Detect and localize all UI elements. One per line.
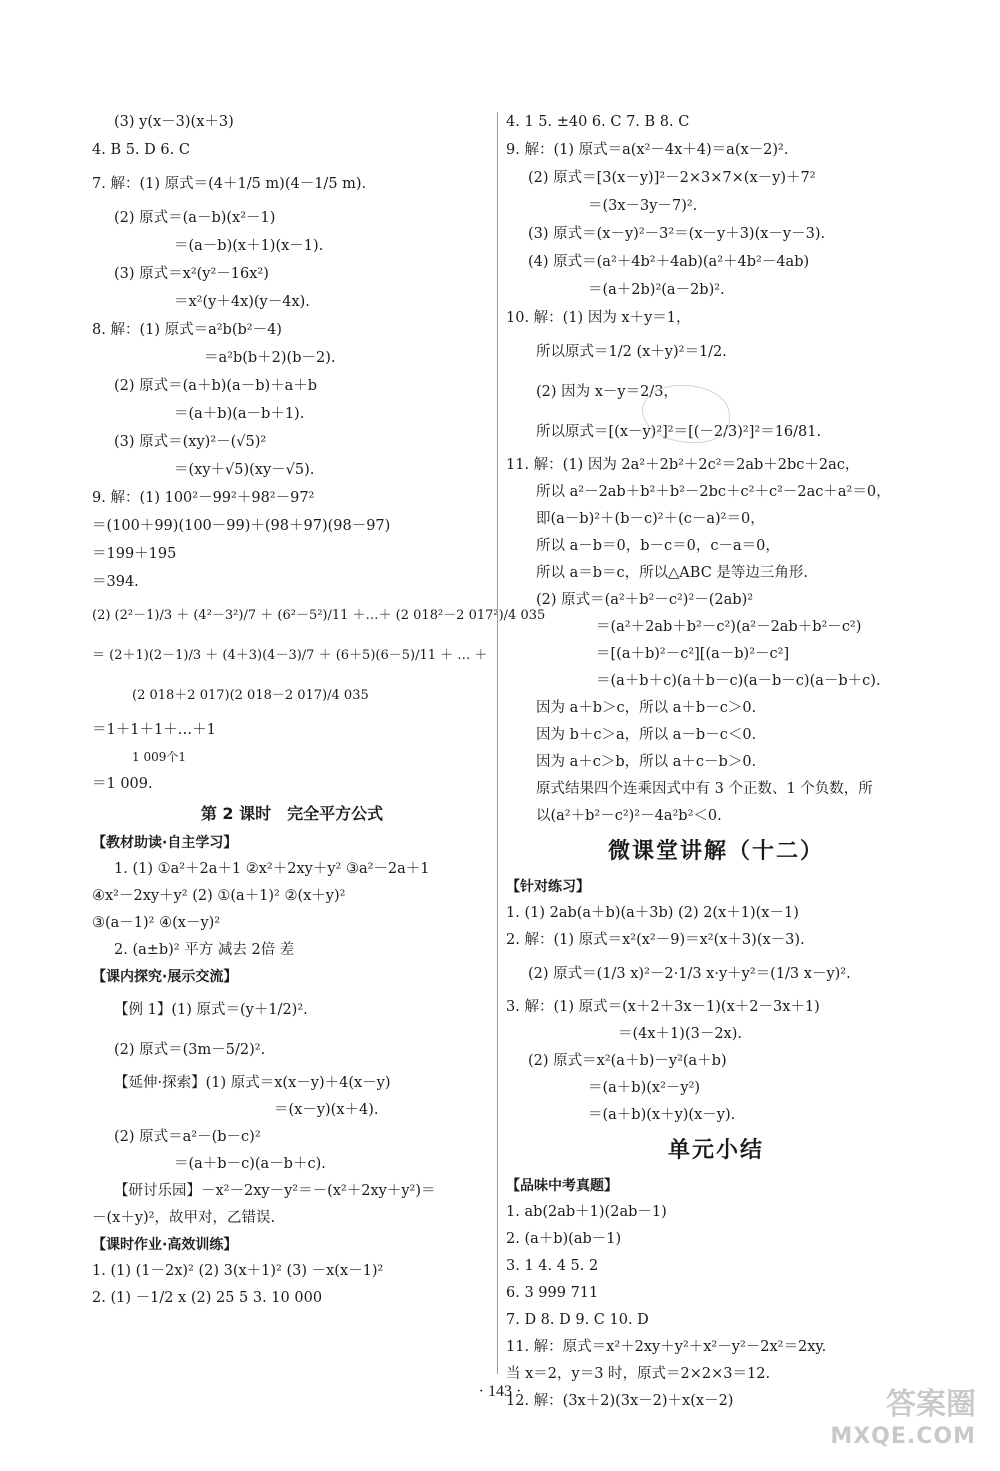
answer-line: 【例 1】(1) 原式＝(y＋1/2)². [114, 1002, 308, 1018]
answer-line: ＝(xy＋√5)(xy－√5). [174, 462, 315, 478]
answer-line: ＝a²b(b＋2)(b－2). [204, 350, 336, 366]
answer-line: 11. 解：(1) 因为 2a²＋2b²＋2c²＝2ab＋2bc＋2ac， [506, 457, 860, 473]
answer-line: ＝(a＋b)(x²－y²) [588, 1080, 701, 1096]
answer-line: ＝(a＋b＋c)(a＋b－c)(a－b－c)(a－b＋c). [596, 673, 881, 689]
answer-line: 所以 a－b＝0，b－c＝0，c－a＝0， [536, 538, 780, 554]
column-divider [497, 112, 498, 1374]
answer-line: ＝(a＋2b)²(a－2b)². [588, 282, 725, 298]
answer-line: ＝1＋1＋1＋…＋1 [92, 722, 216, 738]
answer-line: 1. (1) (1－2x)² (2) 3(x＋1)² (3) －x(x－1)² [92, 1263, 384, 1279]
answer-line: 8. 解：(1) 原式＝a²b(b²－4) [92, 322, 282, 338]
answer-line: ＝199＋195 [92, 546, 177, 562]
section-title-unit-summary: 单元小结 [667, 1138, 764, 1163]
answer-line: 以(a²＋b²－c²)²－4a²b²＜0. [536, 808, 722, 824]
answer-line: 原式结果四个连乘因式中有 3 个正数、1 个负数，所 [536, 781, 873, 797]
answer-line: 6. 3 999 711 [506, 1285, 599, 1301]
answer-line: 【延伸·探索】(1) 原式＝x(x－y)＋4(x－y) [114, 1075, 391, 1091]
answer-line: ＝394. [92, 574, 139, 590]
answer-line: 1. (1) ①a²＋2a＋1 ②x²＋2xy＋y² ③a²－2a＋1 [114, 861, 430, 877]
answer-line: 9. 解：(1) 原式＝a(x²－4x＋4)＝a(x－2)². [506, 142, 789, 158]
watermark-text: 答案圈 [886, 1387, 976, 1422]
answer-line: 7. 解：(1) 原式＝(4＋1/5 m)(4－1/5 m). [92, 176, 367, 192]
watermark-url: MXQE.COM [830, 1424, 976, 1449]
answer-line: (4) 原式＝(a²＋4b²＋4ab)(a²＋4b²－4ab) [528, 254, 810, 270]
answer-line: (2) 原式＝x²(a＋b)－y²(a＋b) [528, 1053, 727, 1069]
lesson-title: 第 2 课时 完全平方公式 [200, 804, 384, 823]
page-number: · 143 · [478, 1383, 522, 1400]
answer-line: 1 009个1 [132, 750, 186, 764]
answer-line: ＝(a＋b－c)(a－b＋c). [174, 1156, 326, 1172]
answer-line: ＝1 009. [92, 776, 153, 792]
answer-line: (3) 原式＝(xy)²－(√5)² [114, 434, 267, 450]
answer-line: ＝(a²＋2ab＋b²－c²)(a²－2ab＋b²－c²) [596, 619, 862, 635]
answer-line: 所以原式＝1/2 (x＋y)²＝1/2. [536, 344, 727, 360]
answer-line: (2 018＋2 017)(2 018－2 017)/4 035 [132, 688, 369, 703]
answer-line: 因为 a＋b＞c，所以 a＋b－c＞0. [536, 700, 757, 716]
answer-line: 因为 b＋c＞a，所以 a－b－c＜0. [536, 727, 757, 743]
answer-line: 1. ab(2ab＋1)(2ab－1) [506, 1204, 667, 1220]
section-heading: 【品味中考真题】 [506, 1178, 618, 1194]
section-heading: 【教材助读·自主学习】 [92, 835, 238, 851]
right-column [506, 108, 926, 1415]
answer-line: 2. 解：(1) 原式＝x²(x²－9)＝x²(x＋3)(x－3). [506, 932, 805, 948]
answer-line: (2) 原式＝(1/3 x)²－2·1/3 x·y＋y²＝(1/3 x－y)². [528, 966, 851, 982]
answer-line: 2. (1) －1/2 x (2) 25 5 3. 10 000 [92, 1290, 323, 1306]
answer-line: 即(a－b)²＋(b－c)²＋(c－a)²＝0， [536, 511, 765, 527]
answer-line: ＝x²(y＋4x)(y－4x). [174, 294, 310, 310]
answer-line: 2. (a＋b)(ab－1) [506, 1231, 622, 1247]
answer-line: (2) (2²－1)/3 ＋ (4²－3²)/7 ＋ (6²－5²)/11 ＋…＋ (2 018²－2 017²)/4 035 [92, 608, 546, 623]
answer-line: 【研讨乐园】－x²－2xy－y²＝－(x²＋2xy＋y²)＝ [114, 1183, 436, 1199]
answer-line: 4. 1 5. ±40 6. C 7. B 8. C [506, 114, 690, 130]
answer-line: ＝(a－b)(x＋1)(x－1). [174, 238, 324, 254]
answer-line: ＝(a＋b)(a－b＋1). [174, 406, 305, 422]
answer-line: ④x²－2xy＋y² (2) ①(a＋1)² ②(x＋y)² [92, 888, 346, 904]
answer-line: －(x＋y)²，故甲对，乙错误. [92, 1210, 276, 1226]
watermark-logo [830, 1389, 976, 1453]
answer-line: 所以原式＝[(x－y)²]²＝[(－2/3)²]²＝16/81. [536, 424, 822, 440]
answer-line: (2) 原式＝[3(x－y)]²－2×3×7×(x－y)＋7² [528, 170, 816, 186]
answer-line: 4. B 5. D 6. C [92, 142, 190, 158]
answer-line: 12. 解：(3x＋2)(3x－2)＋x(x－2) [506, 1393, 734, 1409]
answer-line: (2) 原式＝(a－b)(x²－1) [114, 210, 276, 226]
answer-line: 11. 解：原式＝x²＋2xy＋y²＋x²－y²－2x²＝2xy. [506, 1339, 827, 1355]
answer-line: ＝(100＋99)(100－99)＋(98＋97)(98－97) [92, 518, 391, 534]
answer-line: (2) 因为 x－y＝2/3， [536, 384, 678, 400]
answer-line: 当 x＝2，y＝3 时，原式＝2×2×3＝12. [506, 1366, 771, 1382]
answer-line: ＝(4x＋1)(3－2x). [618, 1026, 742, 1042]
answer-line: 3. 解：(1) 原式＝(x＋2＋3x－1)(x＋2－3x＋1) [506, 999, 820, 1015]
answer-line: 2. (a±b)² 平方 减去 2倍 差 [114, 942, 295, 958]
answer-line: ＝(a＋b)(x＋y)(x－y). [588, 1107, 736, 1123]
answer-line: 3. 1 4. 4 5. 2 [506, 1258, 599, 1274]
answer-line: 10. 解：(1) 因为 x＋y＝1， [506, 310, 691, 326]
answer-line: (2) 原式＝(3m－5/2)². [114, 1042, 266, 1058]
answer-line: 7. D 8. D 9. C 10. D [506, 1312, 649, 1328]
section-heading: 【课内探究·展示交流】 [92, 969, 238, 985]
answer-line: 因为 a＋c＞b，所以 a＋c－b＞0. [536, 754, 757, 770]
answer-line: (2) 原式＝(a＋b)(a－b)＋a＋b [114, 378, 318, 394]
answer-line: (2) 原式＝(a²＋b²－c²)²－(2ab)² [536, 592, 754, 608]
section-heading: 【课时作业·高效训练】 [92, 1237, 238, 1253]
answer-line: ＝ (2＋1)(2－1)/3 ＋ (4＋3)(4－3)/7 ＋ (6＋5)(6－5)/11 ＋ … ＋ [92, 648, 488, 663]
answer-line: (2) 原式＝a²－(b－c)² [114, 1129, 261, 1145]
answer-line: 9. 解：(1) 100²－99²＋98²－97² [92, 490, 315, 506]
answer-line: ＝(3x－3y－7)². [588, 198, 698, 214]
answer-line: 所以 a²－2ab＋b²＋b²－2bc＋c²＋c²－2ac＋a²＝0， [536, 484, 891, 500]
answer-line: ＝(x－y)(x＋4). [274, 1102, 379, 1118]
left-column [92, 108, 546, 1312]
answer-line: (3) 原式＝(x－y)²－3²＝(x－y＋3)(x－y－3). [528, 226, 826, 242]
answer-line: 1. (1) 2ab(a＋b)(a＋3b) (2) 2(x＋1)(x－1) [506, 905, 799, 921]
answer-line: ＝[(a＋b)²－c²][(a－b)²－c²] [596, 646, 790, 662]
answer-line: ③(a－1)² ④(x－y)² [92, 915, 221, 931]
answer-line: (3) y(x－3)(x＋3) [114, 114, 234, 130]
section-title-micro-lecture: 微课堂讲解（十二） [607, 839, 824, 864]
section-heading: 【针对练习】 [506, 879, 590, 895]
answer-line: (3) 原式＝x²(y²－16x²) [114, 266, 269, 282]
answer-line: 所以 a＝b＝c，所以△ABC 是等边三角形. [536, 565, 809, 581]
